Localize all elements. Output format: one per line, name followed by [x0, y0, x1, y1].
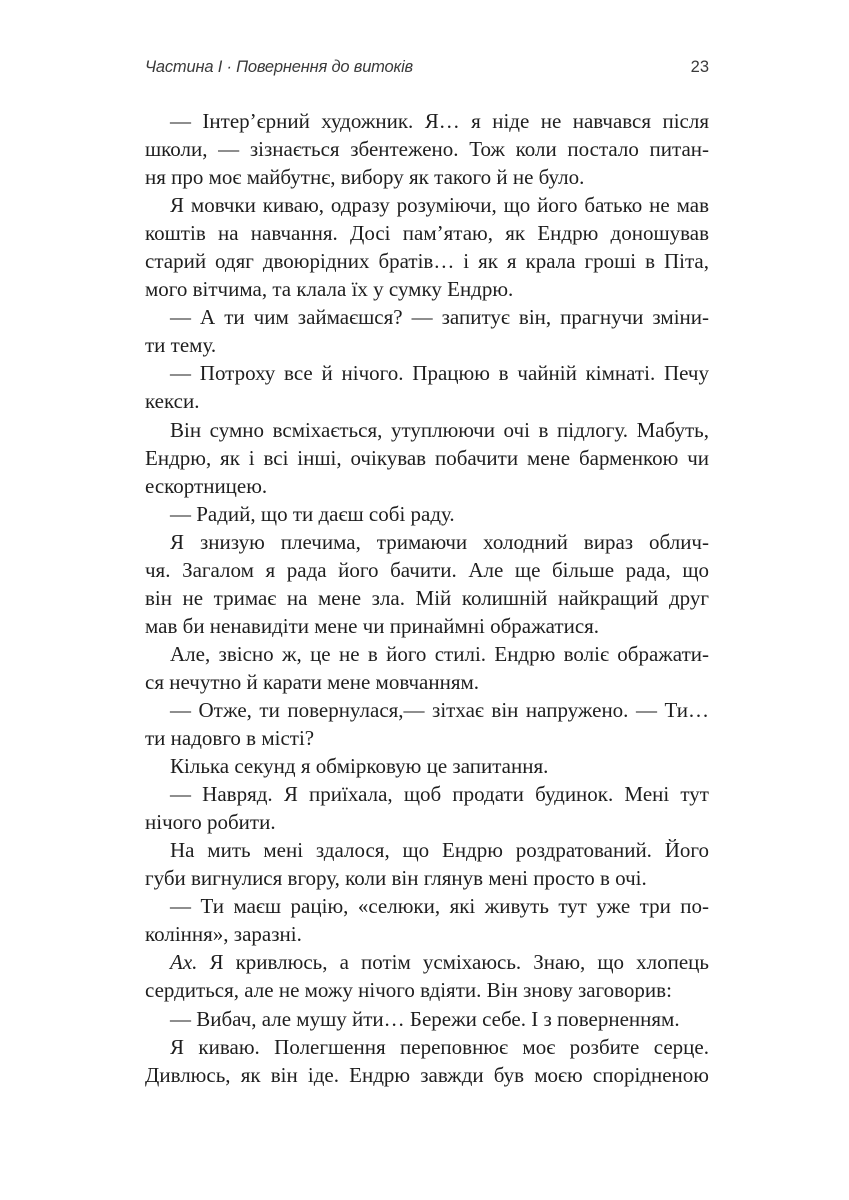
- line-text: ти тему.: [145, 333, 217, 358]
- line-text: ескортницею.: [145, 473, 268, 498]
- line-text: кекси.: [145, 389, 200, 414]
- line-text: мав би ненавидіти мене чи принаймні ображатися.: [145, 613, 600, 638]
- text-line: [145, 444, 709, 472]
- line-text: — Навряд. Я приїхала, щоб продати будинок. Мені тут: [170, 782, 709, 807]
- text-line: [145, 640, 709, 668]
- text-line: [145, 752, 709, 780]
- line-text: чя. Загалом я рада його бачити. Але ще більше рада, що: [145, 557, 709, 582]
- line-text: Я мовчки киваю, одразу розуміючи, що його батько не мав: [170, 193, 709, 218]
- text-line: [145, 247, 709, 275]
- paragraph: [145, 191, 709, 303]
- running-header: [145, 58, 709, 82]
- line-text: коління», заразні.: [145, 922, 302, 947]
- running-title: Частина І · Повернення до витоків: [145, 58, 413, 76]
- paragraph: [145, 1033, 709, 1089]
- text-line: [145, 416, 709, 444]
- line-text: старий одяг двоюрідних братів… і як я крала гроші в Піта,: [145, 249, 709, 274]
- paragraph: [145, 416, 709, 500]
- line-text: Дивлюсь, як він іде. Ендрю завжди був моєю спорідненою: [145, 1062, 709, 1087]
- line-text: мого вітчима, та клала їх у сумку Ендрю.: [145, 277, 514, 302]
- line-text: — А ти чим займаєшся? — запитує він, прагнучи зміни-: [170, 305, 709, 330]
- text-line: [145, 331, 709, 359]
- line-text: Я знизую плечима, тримаючи холодний вираз облич-: [170, 529, 709, 554]
- line-text: він не тримає на мене зла. Мій колишній найкращий друг: [145, 585, 709, 610]
- text-line: [145, 472, 709, 500]
- text-line: [145, 1061, 709, 1089]
- text-line: [145, 135, 709, 163]
- line-text: — Отже, ти повернулася,— зітхає він напружено. — Ти…: [170, 697, 709, 722]
- text-line: [145, 219, 709, 247]
- line-text: Я киваю. Полегшення переповнює моє розбите серце.: [170, 1034, 709, 1059]
- paragraph: [145, 780, 709, 836]
- text-line: [145, 780, 709, 808]
- paragraph: [145, 303, 709, 359]
- text-line: [145, 920, 709, 948]
- text-line: [145, 612, 709, 640]
- text-line: [145, 1005, 709, 1033]
- text-line: [145, 864, 709, 892]
- line-text: — Радий, що ти даєш собі раду.: [170, 501, 455, 526]
- italic-interjection: Ах.: [170, 950, 198, 975]
- paragraph: [145, 696, 709, 752]
- text-line: [145, 584, 709, 612]
- paragraph: [145, 948, 709, 1004]
- line-text: Я кривлюсь, а потім усміхаюсь. Знаю, що хлопець: [197, 950, 709, 975]
- text-line: [145, 303, 709, 331]
- text-line: [145, 556, 709, 584]
- line-text: — Вибач, але мушу йти… Бережи себе. І з поверненням.: [170, 1006, 680, 1031]
- paragraph: [145, 1005, 709, 1033]
- line-text: — Потроху все й нічого. Працюю в чайній кімнаті. Печу: [170, 361, 709, 386]
- line-text: губи вигнулися вгору, коли він глянув мені просто в очі.: [145, 866, 647, 891]
- text-line: [145, 275, 709, 303]
- line-text: Він сумно всміхається, утуплюючи очі в підлогу. Мабуть,: [170, 417, 709, 442]
- line-text: Ендрю, як і всі інші, очікував побачити мене барменкою чи: [145, 445, 709, 470]
- line-text: ти надовго в місті?: [145, 726, 315, 751]
- text-line: [145, 808, 709, 836]
- paragraph: [145, 892, 709, 948]
- body-text: [145, 107, 709, 1089]
- text-line: [145, 387, 709, 415]
- paragraph: [145, 528, 709, 640]
- text-line: [145, 107, 709, 135]
- page-number: 23: [690, 58, 709, 76]
- text-line: [145, 724, 709, 752]
- line-text: сердиться, але не можу нічого вдіяти. Він знову заговорив:: [145, 978, 672, 1003]
- paragraph: [145, 752, 709, 780]
- text-line: [145, 976, 709, 1004]
- line-text: ся нечутно й карати мене мовчанням.: [145, 669, 480, 694]
- text-line: [145, 948, 709, 976]
- paragraph: [145, 107, 709, 191]
- text-line: [145, 1033, 709, 1061]
- line-text: коштів на навчання. Досі пам’ятаю, як Ендрю доношував: [145, 221, 709, 246]
- line-text: — Ти маєш рацію, «селюки, які живуть тут уже три по-: [170, 894, 709, 919]
- text-line: [145, 359, 709, 387]
- paragraph: [145, 359, 709, 415]
- paragraph: [145, 500, 709, 528]
- line-text: На мить мені здалося, що Ендрю роздратований. Його: [170, 838, 709, 863]
- line-text: школи, — зізнається збентежено. Тож коли постало питан-: [145, 137, 709, 162]
- paragraph: [145, 836, 709, 892]
- text-line: [145, 668, 709, 696]
- text-line: [145, 892, 709, 920]
- text-line: [145, 163, 709, 191]
- line-text: Але, звісно ж, це не в його стилі. Ендрю воліє ображати-: [170, 641, 709, 666]
- paragraph: [145, 640, 709, 696]
- text-line: [145, 836, 709, 864]
- line-text: ня про моє майбутнє, вибору як такого й не було.: [145, 165, 585, 190]
- line-text: нічого робити.: [145, 810, 276, 835]
- line-text: — Інтер’єрний художник. Я… я ніде не навчався після: [170, 109, 709, 133]
- text-line: [145, 191, 709, 219]
- text-line: [145, 696, 709, 724]
- text-line: [145, 500, 709, 528]
- text-line: [145, 528, 709, 556]
- line-text: Кілька секунд я обмірковую це запитання.: [170, 754, 549, 779]
